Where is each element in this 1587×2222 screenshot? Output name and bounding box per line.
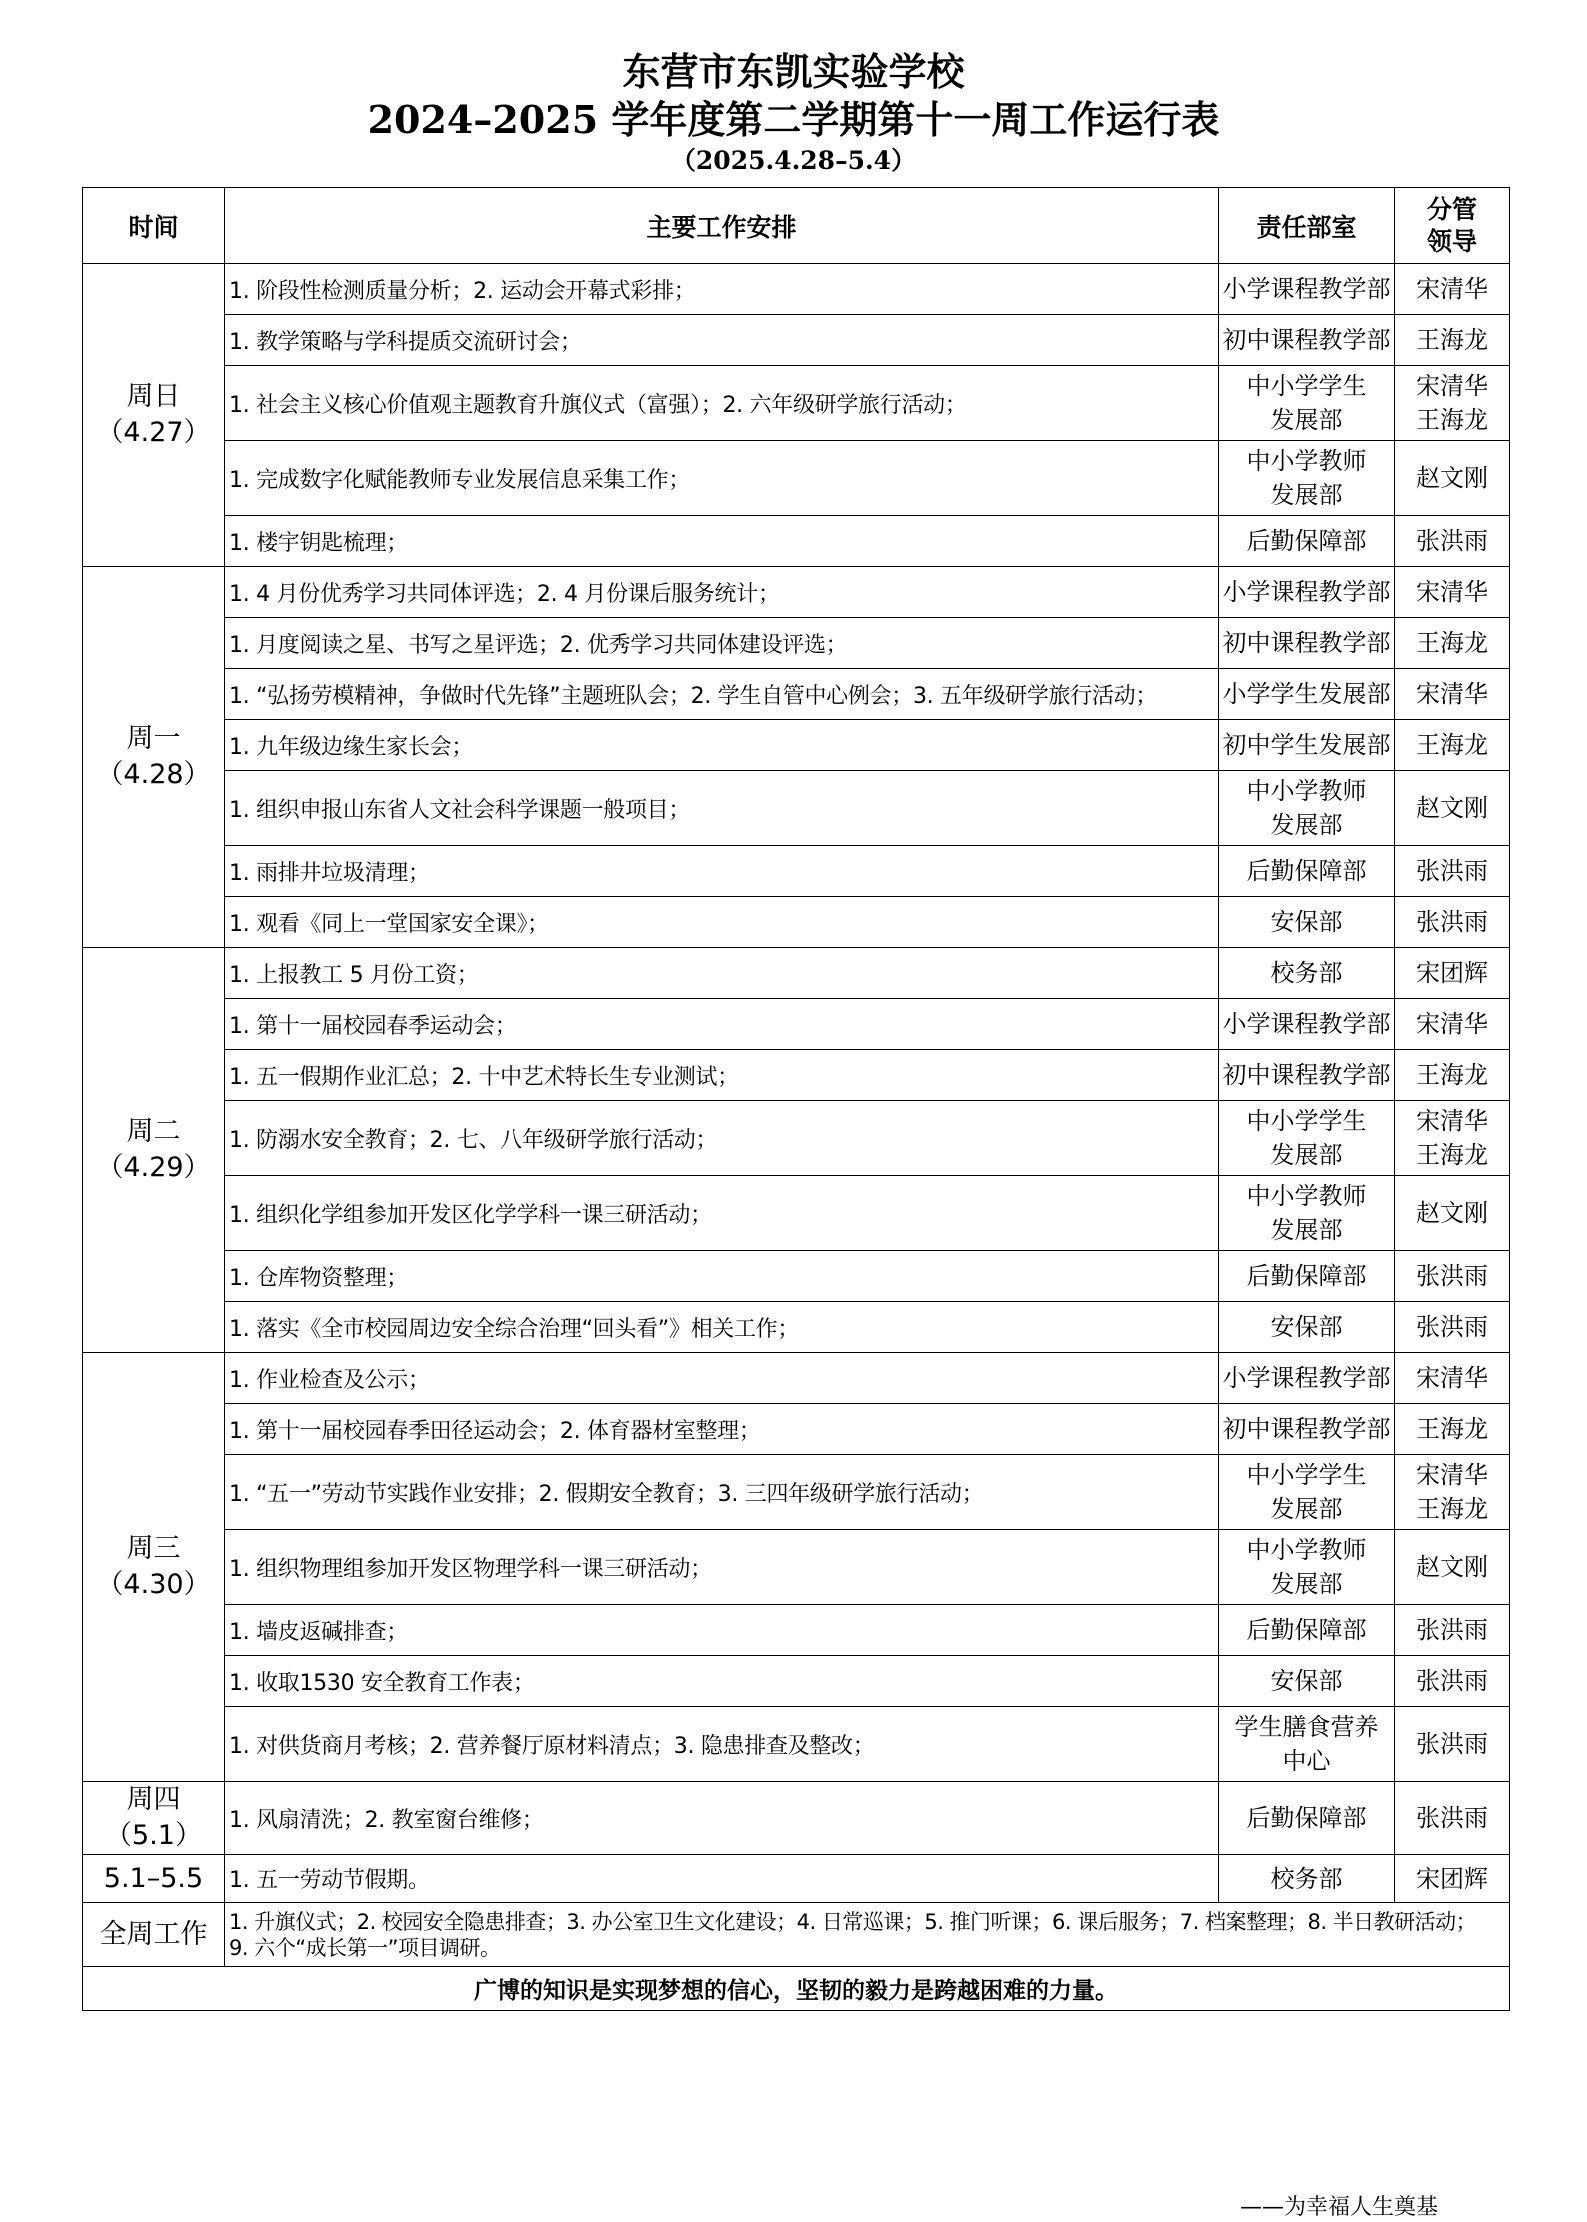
schedule-row <box>83 948 1510 999</box>
schedule-row <box>83 1605 1510 1656</box>
dept-line: 初中课程教学部 <box>1222 326 1391 354</box>
leader-cell <box>1395 669 1510 720</box>
leader-line: 张洪雨 <box>1416 1262 1488 1290</box>
dept-cell <box>1219 1176 1395 1251</box>
leader-cell <box>1395 897 1510 948</box>
dept-cell <box>1219 1251 1395 1302</box>
day-name: 周四 <box>126 1784 181 1815</box>
dept-cell <box>1219 1455 1395 1530</box>
task-cell: 1. 楼宇钥匙梳理； <box>225 516 1219 567</box>
dept-line: 初中课程教学部 <box>1222 1415 1391 1443</box>
dept-cell <box>1219 1605 1395 1656</box>
leader-cell <box>1395 948 1510 999</box>
schedule-row <box>83 1176 1510 1251</box>
leader-line: 张洪雨 <box>1416 1730 1488 1758</box>
holiday-task: 1. 五一劳动节假期。 <box>225 1855 1219 1903</box>
leader-line: 王海龙 <box>1416 406 1488 434</box>
col-header-leader <box>1395 188 1510 264</box>
day-cell <box>83 948 225 1353</box>
schedule-row <box>83 897 1510 948</box>
schedule-row <box>83 846 1510 897</box>
task-cell: 1. 五一假期作业汇总；2. 十中艺术特长生专业测试； <box>225 1050 1219 1101</box>
day-date: （4.29） <box>96 1152 211 1183</box>
day-name: 周三 <box>126 1533 181 1564</box>
leader-line: 宋清华 <box>1416 275 1488 303</box>
whole-week-tasks <box>225 1903 1510 1967</box>
dept-cell <box>1219 264 1395 315</box>
schedule-row <box>83 567 1510 618</box>
dept-line: 小学学生发展部 <box>1222 680 1391 708</box>
leader-cell <box>1395 1404 1510 1455</box>
leader-line: 张洪雨 <box>1416 1313 1488 1341</box>
day-name: 周日 <box>126 381 181 412</box>
schedule-row <box>83 516 1510 567</box>
dept-line: 发展部 <box>1270 481 1343 509</box>
leader-cell <box>1395 618 1510 669</box>
header-row <box>83 188 1510 264</box>
task-cell: 1. 教学策略与学科提质交流研讨会； <box>225 315 1219 366</box>
dept-line: 发展部 <box>1270 1495 1343 1523</box>
schedule-row <box>83 669 1510 720</box>
leader-cell <box>1395 1101 1510 1176</box>
task-cell: 1. 收取1530 安全教育工作表； <box>225 1656 1219 1707</box>
schedule-row <box>83 1251 1510 1302</box>
leader-cell <box>1395 1782 1510 1855</box>
dept-cell <box>1219 669 1395 720</box>
dept-line: 小学课程教学部 <box>1222 1010 1391 1038</box>
leader-line: 宋清华 <box>1416 680 1488 708</box>
school-name: 东营市东凯实验学校 <box>622 49 965 94</box>
leader-line: 王海龙 <box>1416 629 1488 657</box>
dept-line: 中小学学生 <box>1246 372 1367 400</box>
task-cell: 1. 社会主义核心价值观主题教育升旗仪式（富强）；2. 六年级研学旅行活动； <box>225 366 1219 441</box>
leader-line: 张洪雨 <box>1416 1616 1488 1644</box>
dept-line: 小学课程教学部 <box>1222 578 1391 606</box>
day-date: （4.27） <box>96 417 211 448</box>
leader-cell <box>1395 315 1510 366</box>
dept-cell <box>1219 1404 1395 1455</box>
leader-line: 王海龙 <box>1416 1495 1488 1523</box>
task-cell: 1. 风扇清洗；2. 教室窗台维修； <box>225 1782 1219 1855</box>
schedule-row <box>83 315 1510 366</box>
schedule-row <box>83 771 1510 846</box>
motto-row <box>83 1967 1510 2011</box>
leader-line: 宋清华 <box>1416 1461 1488 1489</box>
leader-line: 王海龙 <box>1416 1415 1488 1443</box>
task-cell: 1. 观看《同上一堂国家安全课》； <box>225 897 1219 948</box>
dept-line: 安保部 <box>1270 1313 1343 1341</box>
dept-line: 发展部 <box>1270 1216 1343 1244</box>
schedule-row <box>83 1656 1510 1707</box>
dept-cell <box>1219 720 1395 771</box>
task-cell: 1. 墙皮返碱排查； <box>225 1605 1219 1656</box>
leader-line: 张洪雨 <box>1416 1667 1488 1695</box>
leader-cell <box>1395 1302 1510 1353</box>
leader-cell <box>1395 366 1510 441</box>
whole-week-line: 1. 升旗仪式；2. 校园安全隐患排查；3. 办公室卫生文化建设；4. 日常巡课；5. 推门听课；6. 课后服务；7. 档案整理；8. 半日教研活动； <box>229 1909 1477 1934</box>
dept-line: 小学课程教学部 <box>1222 1364 1391 1392</box>
leader-cell <box>1395 846 1510 897</box>
leader-cell <box>1395 1530 1510 1605</box>
task-cell: 1. 第十一届校园春季田径运动会；2. 体育器材室整理； <box>225 1404 1219 1455</box>
holiday-date: 5.1–5.5 <box>83 1855 225 1903</box>
col-header-time: 时间 <box>83 188 225 264</box>
dept-cell <box>1219 441 1395 516</box>
dept-cell <box>1219 1530 1395 1605</box>
schedule-row <box>83 1353 1510 1404</box>
day-name: 周一 <box>126 723 181 754</box>
whole-week-line: 9. 六个“成长第一”项目调研。 <box>229 1935 501 1960</box>
dept-line: 初中课程教学部 <box>1222 1061 1391 1089</box>
dept-line: 后勤保障部 <box>1246 1262 1367 1290</box>
leader-cell <box>1395 1050 1510 1101</box>
day-cell <box>83 264 225 567</box>
task-cell: 1. 作业检查及公示； <box>225 1353 1219 1404</box>
dept-cell <box>1219 1353 1395 1404</box>
schedule-table <box>82 187 1510 2011</box>
leader-line: 宋清华 <box>1416 1364 1488 1392</box>
dept-line: 发展部 <box>1270 1141 1343 1169</box>
date-range: （2025.4.28–5.4） <box>670 146 917 175</box>
dept-cell <box>1219 1302 1395 1353</box>
task-cell: 1. 月度阅读之星、书写之星评选；2. 优秀学习共同体建设评选； <box>225 618 1219 669</box>
leader-line: 宋清华 <box>1416 372 1488 400</box>
holiday-row <box>83 1855 1510 1903</box>
task-cell: 1. 落实《全市校园周边安全综合治理“回头看”》相关工作； <box>225 1302 1219 1353</box>
holiday-leader: 宋团辉 <box>1395 1855 1510 1903</box>
task-cell: 1. 组织物理组参加开发区物理学科一课三研活动； <box>225 1530 1219 1605</box>
whole-week-row <box>83 1903 1510 1967</box>
dept-cell <box>1219 1707 1395 1782</box>
schedule-row <box>83 1707 1510 1782</box>
schedule-row <box>83 1404 1510 1455</box>
dept-line: 小学课程教学部 <box>1222 275 1391 303</box>
leader-line: 宋清华 <box>1416 1107 1488 1135</box>
dept-cell <box>1219 1656 1395 1707</box>
dept-line: 后勤保障部 <box>1246 527 1367 555</box>
leader-cell <box>1395 1353 1510 1404</box>
schedule-row <box>83 720 1510 771</box>
leader-cell <box>1395 771 1510 846</box>
dept-line: 安保部 <box>1270 908 1343 936</box>
schedule-row <box>83 1302 1510 1353</box>
schedule-row <box>83 441 1510 516</box>
leader-cell <box>1395 1656 1510 1707</box>
leader-header-line1: 分管 <box>1426 194 1477 224</box>
leader-line: 宋团辉 <box>1416 959 1488 987</box>
dept-line: 发展部 <box>1270 406 1343 434</box>
leader-line: 王海龙 <box>1416 1141 1488 1169</box>
col-header-dept: 责任部室 <box>1219 188 1395 264</box>
leader-line: 赵文刚 <box>1416 1553 1488 1581</box>
leader-header-line2: 领导 <box>1426 226 1477 256</box>
dept-line: 中小学学生 <box>1246 1107 1367 1135</box>
task-cell: 1. 完成数字化赋能教师专业发展信息采集工作； <box>225 441 1219 516</box>
dept-line: 后勤保障部 <box>1246 1804 1367 1832</box>
dept-line: 初中课程教学部 <box>1222 629 1391 657</box>
dept-line: 后勤保障部 <box>1246 857 1367 885</box>
day-date: （5.1） <box>105 1820 202 1851</box>
day-cell <box>83 1353 225 1782</box>
task-cell: 1. 4 月份优秀学习共同体评选；2. 4 月份课后服务统计； <box>225 567 1219 618</box>
schedule-row <box>83 366 1510 441</box>
dept-cell <box>1219 618 1395 669</box>
dept-cell <box>1219 897 1395 948</box>
dept-cell <box>1219 1782 1395 1855</box>
footer-slogan: ——为幸福人生奠基 <box>1240 2195 1439 2220</box>
leader-line: 张洪雨 <box>1416 1804 1488 1832</box>
motto-text: 广博的知识是实现梦想的信心，坚韧的毅力是跨越困难的力量。 <box>83 1967 1510 2011</box>
dept-cell <box>1219 1050 1395 1101</box>
leader-cell <box>1395 441 1510 516</box>
dept-line: 发展部 <box>1270 811 1343 839</box>
task-cell: 1. 九年级边缘生家长会； <box>225 720 1219 771</box>
day-cell <box>83 1782 225 1855</box>
leader-line: 赵文刚 <box>1416 1199 1488 1227</box>
dept-line: 学生膳食营养 <box>1234 1713 1379 1741</box>
schedule-row <box>83 1455 1510 1530</box>
schedule-row <box>83 999 1510 1050</box>
leader-cell <box>1395 1251 1510 1302</box>
task-cell: 1. 雨排井垃圾清理； <box>225 846 1219 897</box>
leader-line: 王海龙 <box>1416 731 1488 759</box>
day-cell <box>83 567 225 948</box>
leader-line: 赵文刚 <box>1416 464 1488 492</box>
leader-cell <box>1395 1707 1510 1782</box>
task-cell: 1. 对供货商月考核；2. 营养餐厅原材料清点；3. 隐患排查及整改； <box>225 1707 1219 1782</box>
whole-week-label: 全周工作 <box>83 1903 225 1967</box>
leader-cell <box>1395 999 1510 1050</box>
task-cell: 1. 组织申报山东省人文社会科学课题一般项目； <box>225 771 1219 846</box>
leader-line: 张洪雨 <box>1416 908 1488 936</box>
task-cell: 1. “五一”劳动节实践作业安排；2. 假期安全教育；3. 三四年级研学旅行活动； <box>225 1455 1219 1530</box>
task-cell: 1. 阶段性检测质量分析；2. 运动会开幕式彩排； <box>225 264 1219 315</box>
dept-cell <box>1219 846 1395 897</box>
schedule-row <box>83 264 1510 315</box>
dept-cell <box>1219 999 1395 1050</box>
task-cell: 1. 上报教工 5 月份工资； <box>225 948 1219 999</box>
dept-line: 校务部 <box>1270 959 1343 987</box>
task-cell: 1. 第十一届校园春季运动会； <box>225 999 1219 1050</box>
dept-cell <box>1219 771 1395 846</box>
dept-line: 初中学生发展部 <box>1222 731 1391 759</box>
schedule-row <box>83 1101 1510 1176</box>
dept-cell <box>1219 567 1395 618</box>
task-cell: 1. “弘扬劳模精神，争做时代先锋”主题班队会；2. 学生自管中心例会；3. 五年级研学旅行活动； <box>225 669 1219 720</box>
dept-cell <box>1219 948 1395 999</box>
document-title: 2024–2025 学年度第二学期第十一周工作运行表 <box>367 97 1220 142</box>
task-cell: 1. 防溺水安全教育；2. 七、八年级研学旅行活动； <box>225 1101 1219 1176</box>
day-date: （4.30） <box>96 1569 211 1600</box>
dept-line: 中小学教师 <box>1246 1536 1367 1564</box>
dept-line: 中小学学生 <box>1246 1461 1367 1489</box>
leader-line: 王海龙 <box>1416 326 1488 354</box>
task-cell: 1. 组织化学组参加开发区化学学科一课三研活动； <box>225 1176 1219 1251</box>
schedule-row <box>83 1530 1510 1605</box>
dept-cell <box>1219 1101 1395 1176</box>
dept-line: 中小学教师 <box>1246 777 1367 805</box>
leader-line: 张洪雨 <box>1416 527 1488 555</box>
leader-line: 宋清华 <box>1416 578 1488 606</box>
schedule-row <box>83 1050 1510 1101</box>
leader-cell <box>1395 1605 1510 1656</box>
dept-line: 中小学教师 <box>1246 447 1367 475</box>
dept-line: 中心 <box>1282 1747 1331 1775</box>
task-cell: 1. 仓库物资整理； <box>225 1251 1219 1302</box>
leader-line: 赵文刚 <box>1416 794 1488 822</box>
leader-line: 张洪雨 <box>1416 857 1488 885</box>
col-header-tasks: 主要工作安排 <box>225 188 1219 264</box>
dept-line: 发展部 <box>1270 1570 1343 1598</box>
leader-line: 宋清华 <box>1416 1010 1488 1038</box>
leader-cell <box>1395 720 1510 771</box>
leader-cell <box>1395 567 1510 618</box>
schedule-body <box>83 264 1510 2011</box>
leader-line: 王海龙 <box>1416 1061 1488 1089</box>
leader-cell <box>1395 1176 1510 1251</box>
schedule-row <box>83 1782 1510 1855</box>
holiday-dept: 校务部 <box>1219 1855 1395 1903</box>
dept-line: 后勤保障部 <box>1246 1616 1367 1644</box>
dept-cell <box>1219 516 1395 567</box>
dept-cell <box>1219 366 1395 441</box>
schedule-row <box>83 618 1510 669</box>
leader-cell <box>1395 1455 1510 1530</box>
dept-line: 中小学教师 <box>1246 1182 1367 1210</box>
day-name: 周二 <box>126 1116 181 1147</box>
leader-cell <box>1395 264 1510 315</box>
dept-line: 安保部 <box>1270 1667 1343 1695</box>
day-date: （4.28） <box>96 759 211 790</box>
leader-cell <box>1395 516 1510 567</box>
dept-cell <box>1219 315 1395 366</box>
